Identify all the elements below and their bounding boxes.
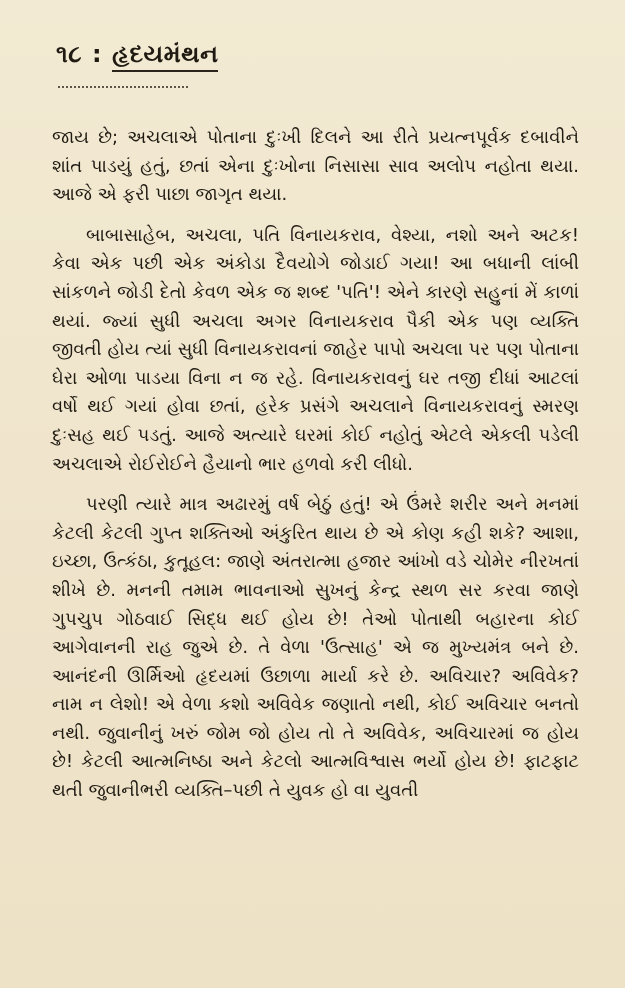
header-separator: : — [91, 40, 103, 68]
paragraph-1: જાય છે; અચલાએ પોતાના દુઃખી દિલને આ રીતે પ્રયત્નપૂર્વક દબાવીને શાંત પાડયું હતું, છતાં એના દુઃખોના નિસાસા સાવ અલોપ નહોતા થયા. આજે એ ફરી પાછા જાગૃત થયા. — [52, 127, 579, 206]
chapter-title: હૃદયમંથન — [112, 40, 218, 72]
paragraph-2: બાબાસાહેબ, અચલા, પતિ વિનાયકરાવ, વેશ્યા, નશો અને અટક! કેવા એક પછી એક અંકોડા દૈવયોગે જોડાઈ ગયા! આ બધાની લાંબી સાંકળને જોડી દેતો કેવળ એક જ શબ્દ 'પતિ'! એને કારણે સહુનાં મેં કાળાં થયાં. જ્યાં સુધી અચલા અગર વિનાયકરાવ પૈકી એક પણ વ્યક્તિ જીવતી હોય ત્યાં સુધી વિનાયકરાવનાં જાહેર પાપો અચલા પર પણ પોતાના ઘેરા ઓળા પાડયા વિના ન જ રહે. વિનાયકરાવનું ઘર તજી દીધાં આટલાં વર્ષો થઈ ગયાં હોવા છતાં, હરેક પ્રસંગે અચલાને વિનાયકરાવનું સ્મરણ દુઃસહ થઈ પડતું. આજે અત્યારે ઘરમાં કોઈ નહોતું એટલે એકલી પડેલી અચલાએ રોઈરોઈને હૈયાનો ભાર હળવો કરી લીધો. — [52, 224, 579, 475]
header-wavy-rule — [58, 80, 188, 88]
paragraph-3: પરણી ત્યારે માત્ર અઢારમું વર્ષ બેઠું હતું! એ ઉંમરે શરીર અને મનમાં કેટલી કેટલી ગુપ્ત શક્તિઓ અંકુરિત થાય છે એ કોણ કહી શકે? આશા, ઇચ્છા, ઉત્કંઠા, કુતૂહલ: જાણે અંતરાત્મા હજાર આંખો વડે ચોમેર નીરખતાં શીખે છે. મનની તમામ ભાવનાઓ સુખનું કેન્દ્ર સ્થળ સર કરવા જાણે ગુપચુપ ગોઠવાઈ સિદ્ધ થઈ હોય છે! તેઓ પોતાથી બહારના કોઈ આગેવાનની રાહ જુએ છે. તે વેળા 'ઉત્સાહ' એ જ મુખ્યમંત્ર બને છે. આનંદની ઊર્મિઓ હૃદયમાં ઉછાળા માર્યા કરે છે. અવિચાર? અવિવેક? નામ ન લેશો! એ વેળા કશો અવિવેક જણાતો નથી, કોઈ અવિચાર બનતો નથી. જુવાનીનું ખરું જોમ જો હોય તો તે અવિવેક, અવિચારમાં જ હોય છે! કેટલી આત્મનિષ્ઠા અને કેટલો આત્મવિશ્વાસ ભર્યો હોય છે! ફાટફાટ થતી જુવાનીભરી વ્યક્તિ–પછી તે યુવક હો વા યુવતી — [52, 494, 579, 802]
running-header — [56, 40, 579, 76]
page-number: ૧૮ — [56, 40, 82, 68]
body-text — [52, 124, 579, 806]
